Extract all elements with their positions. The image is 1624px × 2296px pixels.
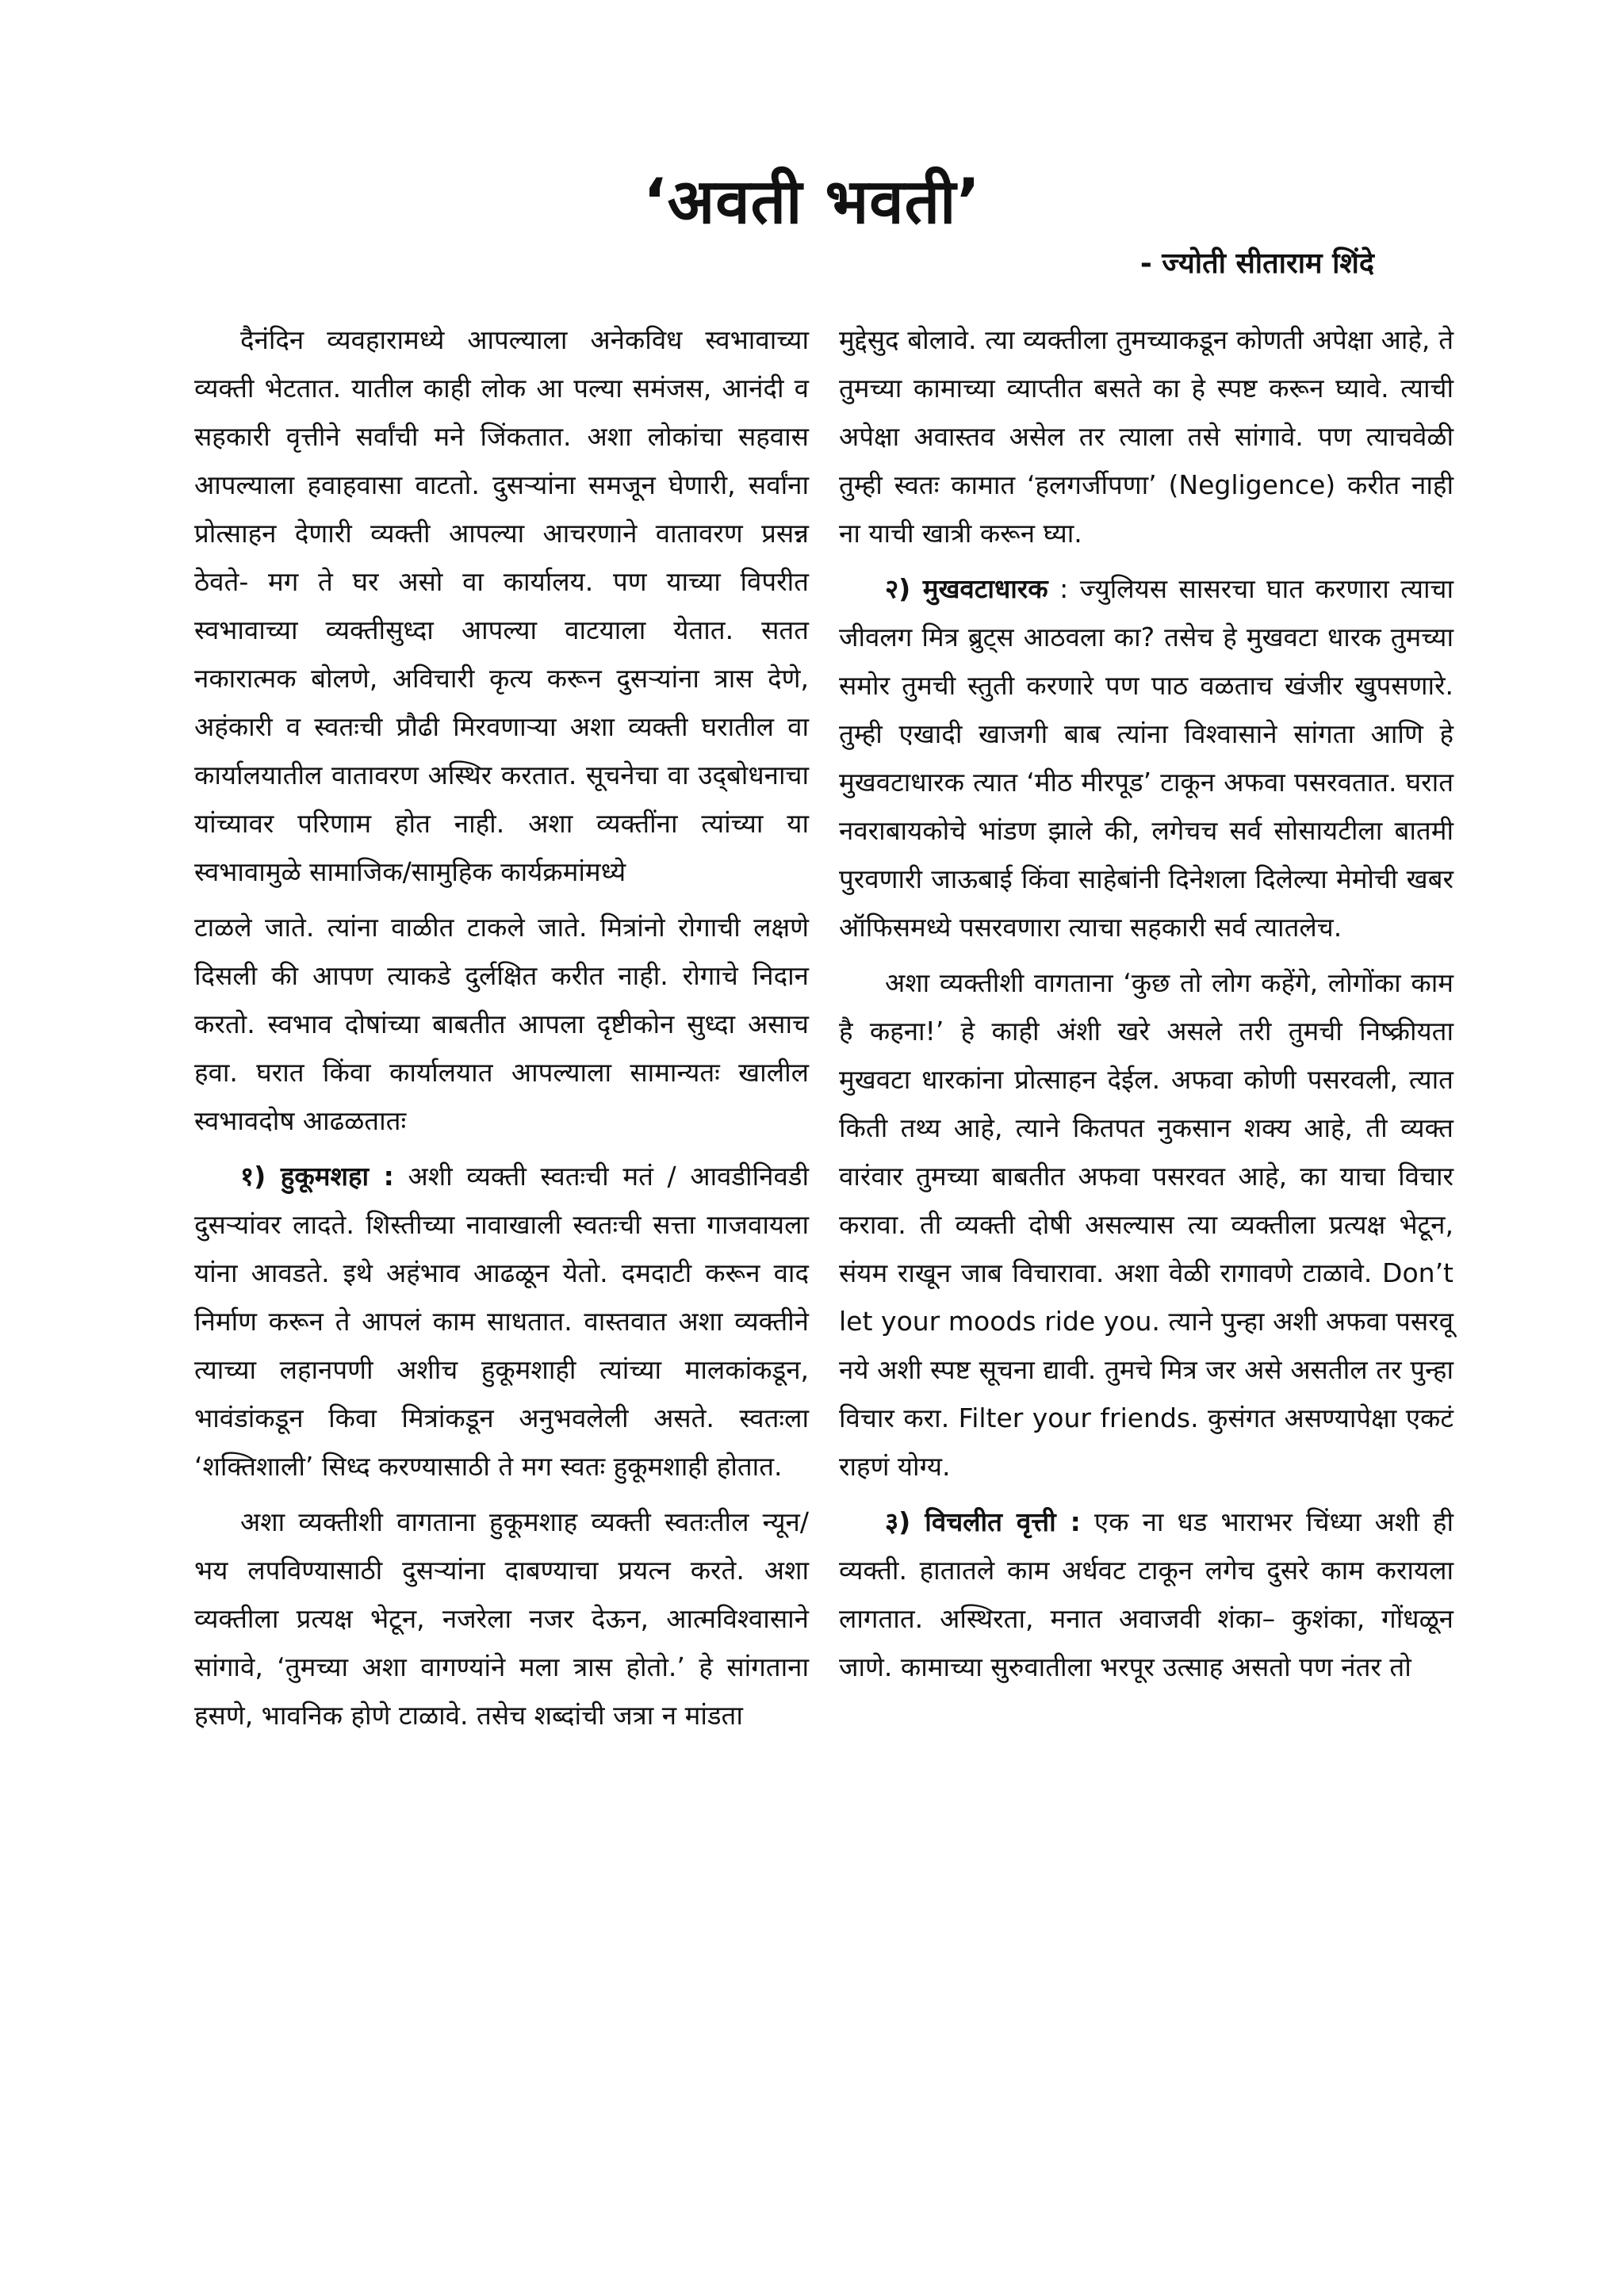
- left-paragraph-4: अशा व्यक्तीशी वागताना हुकूमशाह व्यक्ती स्वतःतील न्यून/भय लपविण्यासाठी दुसऱ्यांना दाबण्याचा प्रयत्न करते. अशा व्यक्तीला प्रत्यक्ष भेटून, नजरेला नजर देऊन, आत्मविश्वासाने सांगावे, ‘तुमच्या अशा वागण्यांने मला त्रास होतो.’ हे सांगताना हसणे, भावनिक होणे टाळावे. तसेच शब्दांची जत्रा न मांडता: [194, 1506, 809, 1731]
- article-title: ‘अवती भवती’: [643, 166, 981, 238]
- left-paragraph-3-text: अशी व्यक्ती स्वतःची मतं / आवडीनिवडी दुसऱ्यांवर लादते. शिस्तीच्या नावाखाली स्वतःची सत्ता गाजवायला यांना आवडते. इथे अहंभाव आढळून येतो. दमदाटी करून वाद निर्माण करून ते आपलं काम साधतात. वास्तवात अशा व्यक्तीने त्याच्या लहानपणी अशीच हुकूमशाही त्यांच्या मालकांकडून, भावंडांकडून किवा मित्रांकडून अनुभवलेली असते. स्वतःला ‘शक्तिशाली’ सिध्द करण्यासाठी ते मग स्वतः हुकूमशाही होतात.: [194, 1161, 810, 1482]
- right-paragraph-4-text: एक ना धड भाराभर चिंध्या अशी ही व्यक्ती. हातातले काम अर्धवट टाकून लगेच दुसरे काम करायला लागतात. अस्थिरता, मनात अवाजवी शंका– कुशंका, गोंधळून जाणे. कामाच्या सुरुवातीला भरपूर उत्साह असतो पण नंतर तो: [839, 1506, 1454, 1682]
- right-paragraph-2: [839, 564, 1454, 951]
- right-column: [839, 316, 1454, 1698]
- left-column: [194, 316, 809, 1747]
- right-paragraph-1: मुद्देसुद बोलावे. त्या व्यक्तीला तुमच्याकडून कोणती अपेक्षा आहे, ते तुमच्या कामाच्या व्याप्तीत बसते का हे स्पष्ट करून घ्यावे. त्याची अपेक्षा अवास्तव असेल तर त्याला तसे सांगावे. पण त्याचवेळी तुम्ही स्वतः कामात ‘हलगर्जीपणा’ (Negligence) करीत नाही ना याची खात्री करून घ्या.: [839, 324, 1454, 549]
- left-paragraph-1: दैनंदिन व्यवहारामध्ये आपल्याला अनेकविध स्वभावाच्या व्यक्ती भेटतात. यातील काही लोक आ पल्या समंजस, आनंदी व सहकारी वृत्तीने सर्वांची मने जिंकतात. अशा लोकांचा सहवास आपल्याला हवाहवासा वाटतो. दुसऱ्यांना समजून घेणारी, सर्वांना प्रोत्साहन देणारी व्यक्ती आपल्या आचरणाने वातावरण प्रसन्न ठेवते- मग ते घर असो वा कार्यालय. पण याच्या विपरीत स्वभावाच्या व्यक्तीसुध्दा आपल्या वाटयाला येतात. सतत नकारात्मक बोलणे, अविचारी कृत्य करून दुसऱ्यांना त्रास देणे, अहंकारी व स्वतःची प्रौढी मिरवणाऱ्या अशा व्यक्ती घरातील वा कार्यालयातील वातावरण अस्थिर करतात. सूचनेचा वा उद्‌बोधनाचा यांच्यावर परिणाम होत नाही. अशा व्यक्तींना त्यांच्या या स्वभावामुळे सामाजिक/सामुहिक कार्यक्रमांमध्ये: [194, 324, 809, 887]
- right-paragraph-2-text: : ज्युलियस सासरचा घात करणारा त्याचा जीवलग मित्र ब्रुट्स आठवला का? तसेच हे मुखवटा धारक तुमच्या समोर तुमची स्तुती करणारे पण पाठ वळताच खंजीर खुपसणारे. तुम्ही एखादी खाजगी बाब त्यांना विश्वासाने सांगता आणि हे मुखवटाधारक त्यात ‘मीठ मीरपूड’ टाकून अफवा पसरवतात. घरात नवराबायकोचे भांडण झाले की, लगेचच सर्व सोसायटीला बातमी पुरवणारी जाऊबाई किंवा साहेबांनी दिनेशला दिलेल्या मेमोची खबर ऑफिसमध्ये पसरवणारा त्याचा सहकारी सर्व त्यातलेच.: [839, 573, 1454, 943]
- left-paragraph-3: [194, 1152, 809, 1490]
- section-heading-distracted: ३) विचलीत वृत्ती :: [885, 1506, 1081, 1537]
- section-heading-dictator: १) हुकूमशहा :: [240, 1161, 394, 1192]
- article-author: - ज्योती सीताराम शिंदे: [1139, 247, 1374, 280]
- right-paragraph-3: अशा व्यक्तीशी वागताना ‘कुछ तो लोग कहेंगे, लोगोंका काम है कहना!’ हे काही अंशी खरे असले तरी तुमची निष्क्रीयता मुखवटा धारकांना प्रोत्साहन देईल. अफवा कोणी पसरवली, त्यात किती तथ्य आहे, त्याने कितपत नुकसान शक्य आहे, ती व्यक्त वारंवार तुमच्या बाबतीत अफवा पसरवत आहे, का याचा विचार करावा. ती व्यक्ती दोषी असल्यास त्या व्यक्तीला प्रत्यक्ष भेटून, संयम राखून जाब विचारावा. अशा वेळी रागावणे टाळावे. Don’t let your moods ride you. त्याने पुन्हा अशी अफवा पसरवू नये अशी स्पष्ट सूचना द्यावी. तुमचे मित्र जर असे असतील तर पुन्हा विचार करा. Filter your friends. कुसंगत असण्यापेक्षा एकटं राहणं योग्य.: [839, 967, 1454, 1482]
- left-paragraph-2: टाळले जाते. त्यांना वाळीत टाकले जाते. मित्रांनो रोगाची लक्षणे दिसली की आपण त्याकडे दुर्लक्षित करीत नाही. रोगाचे निदान करतो. स्वभाव दोषांच्या बाबतीत आपला दृष्टीकोन सुध्दा असाच हवा. घरात किंवा कार्यालयात आपल्याला सामान्यतः खालील स्वभावदोष आढळतातः: [194, 912, 809, 1136]
- section-heading-mask-bearer: २) मुखवटाधारक: [885, 573, 1048, 604]
- right-paragraph-4: [839, 1498, 1454, 1691]
